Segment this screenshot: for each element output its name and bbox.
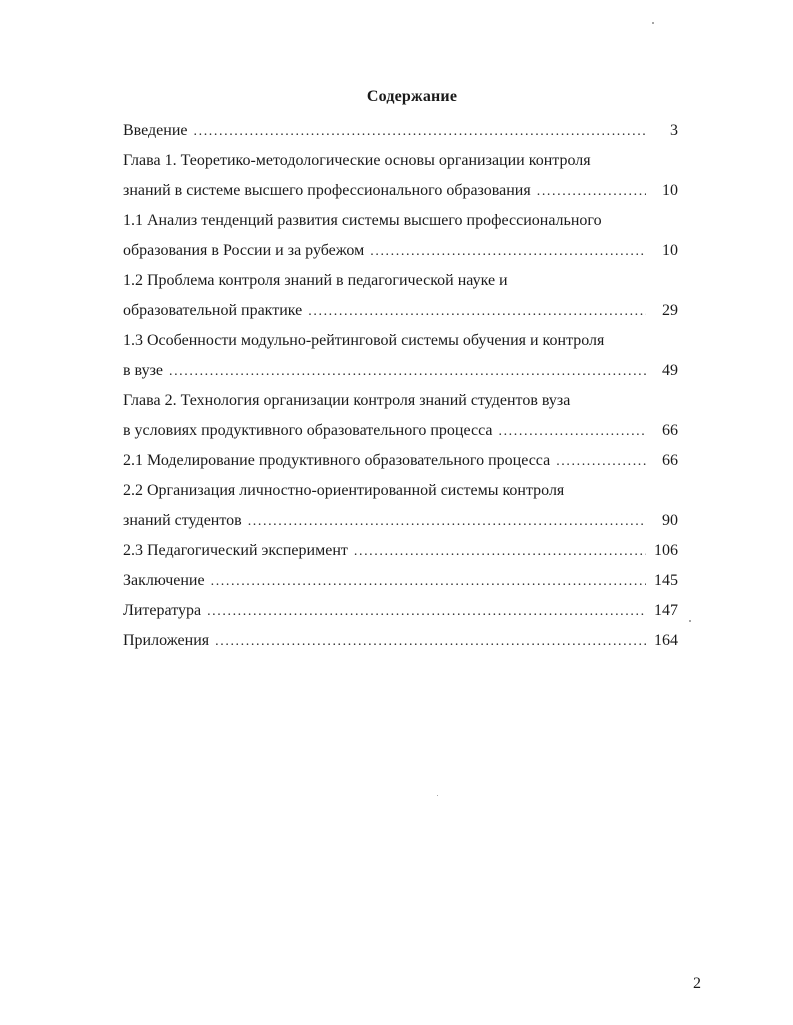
toc-page-number: 106 <box>654 542 678 559</box>
toc-entry <box>123 506 678 536</box>
toc-dot-leader <box>370 237 646 267</box>
toc-entry-text: образовательной практике <box>123 302 303 319</box>
toc-entry-text: знаний студентов <box>123 512 242 529</box>
toc-dot-leader <box>537 177 646 207</box>
toc-entry <box>123 236 678 266</box>
toc-entry <box>123 206 678 236</box>
toc-entry-text: образования в России и за рубежом <box>123 242 365 259</box>
toc-entry <box>123 296 678 326</box>
toc-entry-text: Введение <box>123 122 188 139</box>
toc-entry <box>123 416 678 446</box>
toc-page-number: 90 <box>662 512 678 529</box>
toc-page-number: 49 <box>662 362 678 379</box>
toc-entry-text: Глава 2. Технология организации контроля знаний студентов вуза <box>123 392 571 409</box>
toc-entry <box>123 146 678 176</box>
toc-page-number: 29 <box>662 302 678 319</box>
toc-entry <box>123 476 678 506</box>
toc-entry-text: 1.1 Анализ тенденций развития системы высшего профессионального <box>123 212 602 229</box>
toc-page-number: 145 <box>654 572 678 589</box>
toc-entry <box>123 356 678 386</box>
toc-page-number: 10 <box>662 182 678 199</box>
toc-entry-text: в условиях продуктивного образовательного процесса <box>123 422 493 439</box>
toc-dot-leader <box>211 567 646 597</box>
toc-entry-text: 2.3 Педагогический эксперимент <box>123 542 348 559</box>
toc-page-number: 66 <box>662 422 678 439</box>
toc-entry <box>123 116 678 146</box>
toc-entry <box>123 176 678 206</box>
toc-dot-leader <box>498 417 646 447</box>
toc-entry <box>123 536 678 566</box>
toc-page-number: 164 <box>654 632 678 649</box>
toc-entry <box>123 566 678 596</box>
toc-entry <box>123 326 678 356</box>
page-title: Содержание <box>366 88 458 105</box>
toc-dot-leader <box>169 357 646 387</box>
toc-entry-text: 1.2 Проблема контроля знаний в педагогической науке и <box>123 272 508 289</box>
toc-entry-text: Литература <box>123 602 202 619</box>
scan-speck <box>689 620 691 622</box>
toc-page-number: 10 <box>662 242 678 259</box>
scan-speck <box>437 795 438 796</box>
toc-dot-leader <box>248 507 646 537</box>
toc-entry-text: 1.3 Особенности модульно-рейтинговой системы обучения и контроля <box>123 332 605 349</box>
toc-entry <box>123 626 678 656</box>
toc-entry <box>123 596 678 626</box>
toc-entry-text: 2.1 Моделирование продуктивного образовательного процесса <box>123 452 551 469</box>
toc-entry <box>123 446 678 476</box>
toc-entry <box>123 266 678 296</box>
table-of-contents <box>123 116 678 656</box>
toc-entry-text: 2.2 Организация личностно-ориентированной системы контроля <box>123 482 565 499</box>
toc-entry-text: знаний в системе высшего профессионального образования <box>123 182 531 199</box>
toc-entry-text: Глава 1. Теоретико-методологические основы организации контроля <box>123 152 591 169</box>
toc-dot-leader <box>194 117 647 147</box>
toc-dot-leader <box>308 297 646 327</box>
toc-entry-text: Приложения <box>123 632 210 649</box>
page-number: 2 <box>693 975 701 992</box>
toc-page-number: 3 <box>670 122 678 139</box>
toc-dot-leader <box>207 597 646 627</box>
toc-entry <box>123 386 678 416</box>
toc-dot-leader <box>215 627 646 657</box>
toc-entry-text: Заключение <box>123 572 205 589</box>
toc-page-number: 66 <box>662 452 678 469</box>
scan-speck <box>652 22 654 24</box>
toc-entry-text: в вузе <box>123 362 163 379</box>
toc-dot-leader <box>354 537 646 567</box>
toc-dot-leader <box>556 447 646 477</box>
toc-page-number: 147 <box>654 602 678 619</box>
